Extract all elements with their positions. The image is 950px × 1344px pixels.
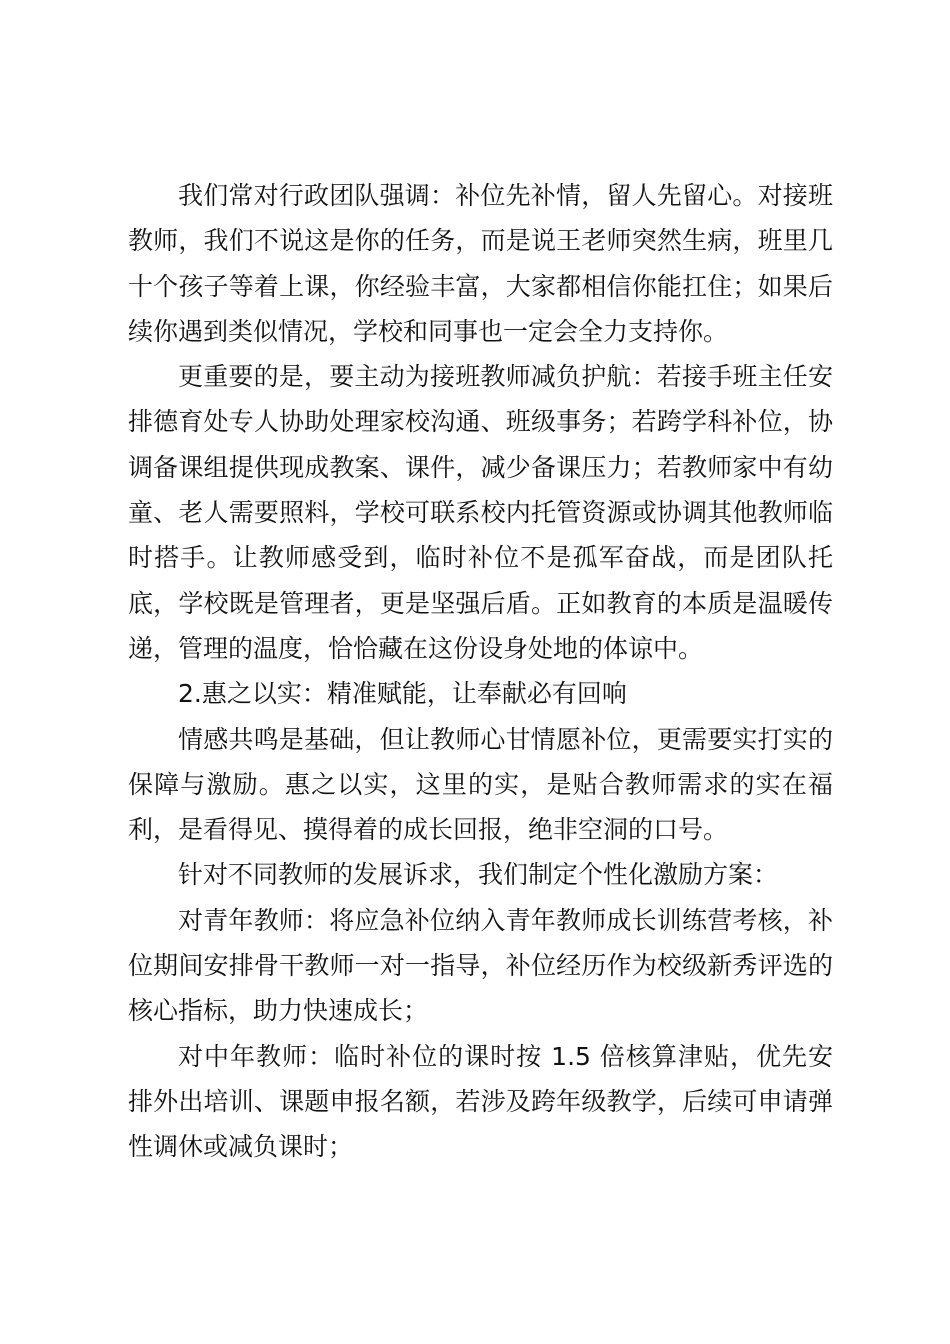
paragraph-practical-incentives: 情感共鸣是基础，但让教师心甘情愿补位，更需要实打实的保障与激励。惠之以实，这里的实，是贴合教师需求的实在福利，是看得见、摸得着的成长回报，绝非空洞的口号。	[128, 724, 833, 845]
paragraph-team-emphasis: 我们常对行政团队强调：补位先补情，留人先留心。对接班教师，我们不说这是你的任务，而是说王老师突然生病，班里几十个孩子等着上课，你经验丰富，大家都相信你能扛住；如果后续你遇到类似情况，学校和同事也一定会全力支持你。	[128, 181, 833, 346]
paragraph-young-teachers: 对青年教师：将应急补位纳入青年教师成长训练营考核，补位期间安排骨干教师一对一指导，补位经历作为校级新秀评选的核心指标，助力快速成长；	[128, 905, 833, 1026]
paragraph-middle-aged-teachers: 对中年教师：临时补位的课时按 1.5 倍核算津贴，优先安排外出培训、课题申报名额，若涉及跨年级教学，后续可申请弹性调休或减负课时；	[128, 1041, 833, 1162]
paragraph-personalized-plan: 针对不同教师的发展诉求，我们制定个性化激励方案：	[178, 860, 779, 890]
section-heading-practical-benefits: 2.惠之以实：精准赋能，让奉献必有回响	[178, 679, 627, 709]
paragraph-workload-support: 更重要的是，要主动为接班教师减负护航：若接手班主任安排德育处专人协助处理家校沟通、班级事务；若跨学科补位，协调备课组提供现成教案、课件，减少备课压力；若教师家中有幼童、老人需要照料，学校可联系校内托管资源或协调其他教师临时搭手。让教师感受到，临时补位不是孤军奋战，而是团队托底，学校既是管理者，更是坚强后盾。正如教育的本质是温暖传递，管理的温度，恰恰藏在这份设身处地的体谅中。	[128, 362, 833, 663]
document-body	[128, 173, 833, 1170]
